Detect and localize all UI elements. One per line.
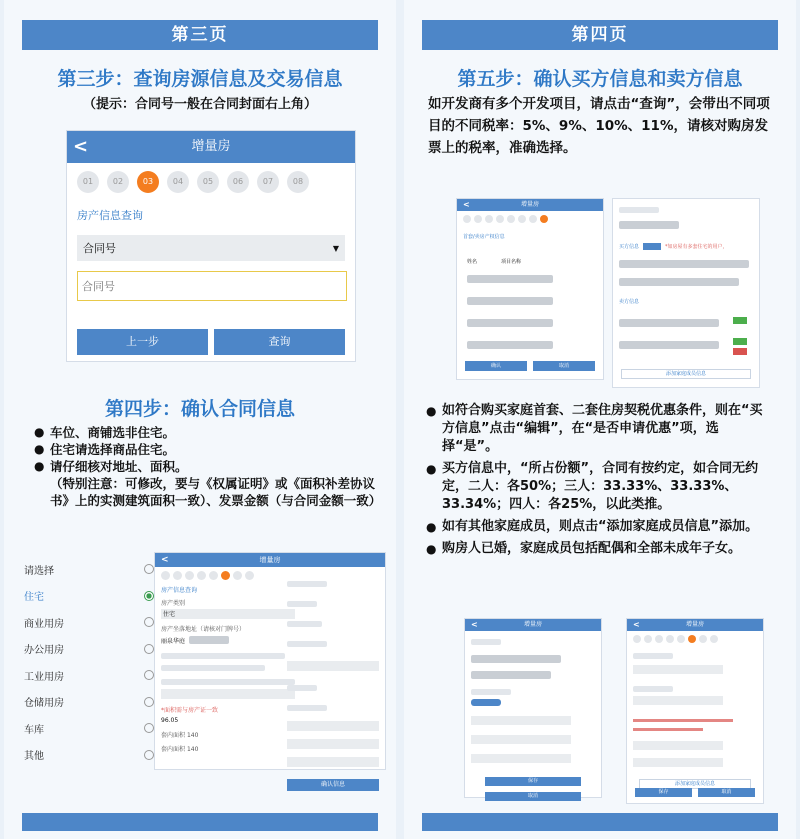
chevron-left-icon: < bbox=[463, 200, 470, 209]
contract-info-screenshot bbox=[154, 552, 386, 788]
step3-hint: （提示：合同号一般在合同封面右上角） bbox=[82, 97, 317, 112]
chevron-left-icon[interactable]: < bbox=[73, 136, 89, 157]
mini-label2: 房产坐落地址（请核对门牌号） bbox=[161, 626, 246, 633]
blurred-select bbox=[287, 721, 379, 731]
step-dot bbox=[507, 215, 515, 223]
step-dot bbox=[655, 635, 663, 643]
house-type-option[interactable] bbox=[24, 583, 154, 610]
chevron-left-icon: < bbox=[633, 620, 640, 629]
blurred-select bbox=[633, 758, 723, 767]
left-page-footer-bar bbox=[22, 813, 378, 831]
step-dot bbox=[463, 215, 471, 223]
red-notice-line bbox=[633, 728, 703, 731]
blurred-field bbox=[471, 639, 501, 645]
mini-phone-title: 增量房 bbox=[259, 556, 281, 564]
step-dot bbox=[496, 215, 504, 223]
area-value: 96.05 bbox=[161, 717, 179, 724]
step4-bullet: ● 请仔细核对地址、面积。 bbox=[34, 458, 376, 475]
blurred-row bbox=[467, 319, 553, 327]
blurred-field bbox=[633, 653, 673, 659]
caret-down-icon: ▼ bbox=[332, 243, 339, 253]
edit-green-button[interactable] bbox=[733, 338, 747, 345]
shot1-cancel-button[interactable]: 取消 bbox=[533, 361, 595, 371]
blurred-select bbox=[633, 741, 723, 750]
chevron-left-icon: < bbox=[161, 555, 169, 565]
mini-value4: 140 bbox=[186, 746, 199, 753]
mini-label3: 套内面积 bbox=[161, 732, 186, 739]
house-type-label: 仓储用房 bbox=[24, 698, 64, 710]
house-type-option[interactable] bbox=[24, 636, 154, 663]
query-type-value: 合同号 bbox=[83, 242, 116, 255]
house-type-option[interactable] bbox=[24, 742, 154, 769]
blurred-field bbox=[287, 621, 322, 627]
blurred-field bbox=[161, 665, 265, 671]
step-dot bbox=[699, 635, 707, 643]
right-bullet: ● 买方信息中，“所占份额”，合同有按约定，如合同无约定，二人：各50%；三人：33.33%、33.33%、33.34%；四人：各25%，以此类推。 bbox=[426, 460, 772, 514]
radio-icon[interactable] bbox=[144, 750, 154, 760]
step-dot bbox=[173, 571, 182, 580]
area-note: *面积需与房产证一致 bbox=[161, 707, 219, 714]
house-type-option[interactable] bbox=[24, 556, 154, 583]
shot3-header bbox=[465, 619, 601, 631]
right-bullet: ● 购房人已婚，家庭成员包括配偶和全部未成年子女。 bbox=[426, 540, 772, 558]
step-dot bbox=[245, 571, 254, 580]
radio-icon[interactable] bbox=[144, 697, 154, 707]
edit-buyer-button[interactable] bbox=[643, 243, 661, 250]
family-member-screenshot bbox=[626, 618, 764, 804]
blurred-field bbox=[287, 581, 327, 587]
blurred-field bbox=[161, 679, 295, 685]
query-type-select[interactable] bbox=[77, 235, 345, 261]
blurred-field bbox=[633, 686, 673, 692]
step-dot: 08 bbox=[287, 171, 309, 193]
shot4-cancel-button[interactable]: 取消 bbox=[698, 788, 755, 797]
phone-header bbox=[67, 131, 355, 163]
shot4-header bbox=[627, 619, 763, 631]
chevron-left-icon: < bbox=[471, 620, 478, 629]
step-dot bbox=[677, 635, 685, 643]
house-type-label: 其他 bbox=[24, 751, 44, 763]
add-family-member-button[interactable]: 添加家庭成员信息 bbox=[621, 369, 751, 379]
shot3-save-button[interactable]: 保存 bbox=[485, 777, 581, 786]
blurred-row bbox=[467, 297, 553, 305]
blurred-select bbox=[471, 716, 571, 725]
radio-icon[interactable] bbox=[144, 670, 154, 680]
shot1-col-a: 姓名 bbox=[467, 259, 478, 265]
shot4-steps bbox=[627, 631, 763, 643]
blurred-select bbox=[287, 661, 379, 671]
blurred-row bbox=[619, 260, 749, 268]
buyer-seller-screenshot bbox=[612, 198, 760, 388]
edit-green-button[interactable] bbox=[733, 317, 747, 324]
step-dot bbox=[485, 215, 493, 223]
section-label: 房产信息查询 bbox=[77, 209, 143, 222]
prev-step-button[interactable]: 上一步 bbox=[77, 329, 208, 355]
blurred-field bbox=[287, 685, 317, 691]
shot1-section: 首套/卖房产权信息 bbox=[463, 234, 505, 240]
house-type-option[interactable] bbox=[24, 662, 154, 689]
house-type-label: 住宅 bbox=[24, 592, 44, 604]
right-page-footer-bar bbox=[422, 813, 778, 831]
house-type-label: 车库 bbox=[24, 724, 44, 736]
right-page-header: 第四页 bbox=[422, 20, 778, 50]
buyer-red-note: *如房屋有多套住宅的用户， bbox=[665, 244, 728, 250]
contract-number-input[interactable] bbox=[77, 271, 347, 301]
house-type-label: 工业用房 bbox=[24, 671, 64, 683]
step-dot bbox=[161, 571, 170, 580]
right-bullet: ● 如符合购买家庭首套、二套住房契税优惠条件，则在“买方信息”点击“编辑”，在“是否申请优惠”项，选择“是”。 bbox=[426, 402, 772, 456]
step3-title: 第三步：查询房源信息及交易信息 bbox=[57, 68, 343, 90]
right-bullets bbox=[426, 402, 772, 558]
blurred-select bbox=[287, 739, 379, 749]
shot4-save-button[interactable]: 保存 bbox=[635, 788, 692, 797]
step-dot bbox=[688, 635, 696, 643]
step-dot: 07 bbox=[257, 171, 279, 193]
step-dot bbox=[633, 635, 641, 643]
mini-label1: 房产类别 bbox=[161, 600, 186, 607]
step-dot bbox=[529, 215, 537, 223]
left-page bbox=[4, 0, 396, 839]
blurred-field bbox=[287, 641, 327, 647]
shot3-cancel-button[interactable]: 取消 bbox=[485, 792, 581, 801]
step-dot: 03 bbox=[137, 171, 159, 193]
right-bullet: ● 如有其他家庭成员，则点击“添加家庭成员信息”添加。 bbox=[426, 518, 772, 536]
shot1-header bbox=[457, 199, 603, 211]
shot4-title: 增量房 bbox=[685, 621, 704, 628]
mini-phone-header bbox=[155, 553, 385, 567]
phone-title: 增量房 bbox=[191, 139, 231, 154]
query-button[interactable]: 查询 bbox=[214, 329, 345, 355]
step-dot bbox=[197, 571, 206, 580]
step4-bullet: ● 住宅请选择商品住宅。 bbox=[34, 441, 376, 458]
house-type-label: 请选择 bbox=[24, 565, 54, 577]
step-indicator bbox=[67, 163, 355, 193]
house-type-label: 商业用房 bbox=[24, 618, 64, 630]
blurred-field bbox=[619, 207, 659, 213]
query-phone-screenshot bbox=[66, 130, 356, 362]
step-dot bbox=[710, 635, 718, 643]
delete-red-button[interactable] bbox=[733, 348, 747, 355]
mini-section: 房产信息查询 bbox=[161, 587, 198, 594]
house-type-list bbox=[24, 556, 154, 768]
blurred-select bbox=[471, 735, 571, 744]
seller-info-screenshot bbox=[456, 198, 604, 380]
mini-value3: 140 bbox=[186, 732, 199, 739]
step-dot bbox=[233, 571, 242, 580]
radio-icon[interactable] bbox=[144, 723, 154, 733]
step-dot: 02 bbox=[107, 171, 129, 193]
blurred-field bbox=[619, 221, 679, 229]
blurred-select bbox=[633, 696, 723, 705]
pill-button[interactable] bbox=[471, 699, 501, 706]
blurred-select bbox=[471, 754, 571, 763]
mini-label4: 套内面积 bbox=[161, 746, 186, 753]
shot3-title: 增量房 bbox=[523, 621, 542, 628]
blurred-row bbox=[471, 671, 551, 679]
shot1-steps bbox=[457, 211, 603, 223]
radio-icon[interactable] bbox=[144, 644, 154, 654]
red-notice-line bbox=[633, 719, 733, 722]
shot1-confirm-button[interactable]: 确认 bbox=[465, 361, 527, 371]
blurred-field bbox=[161, 653, 285, 659]
step-dot: 05 bbox=[197, 171, 219, 193]
house-type-option[interactable] bbox=[24, 715, 154, 742]
step-dot bbox=[644, 635, 652, 643]
blurred-field bbox=[287, 705, 327, 711]
confirm-info-button[interactable]: 确认信息 bbox=[287, 779, 379, 791]
step-dot bbox=[474, 215, 482, 223]
left-page-header: 第三页 bbox=[22, 20, 378, 50]
step-dot: 06 bbox=[227, 171, 249, 193]
blurred-row bbox=[619, 278, 739, 286]
buyer-edit-screenshot bbox=[464, 618, 602, 798]
step-dot: 04 bbox=[167, 171, 189, 193]
blurred-row bbox=[471, 655, 561, 663]
seller-info-label: 卖方信息 bbox=[619, 299, 640, 305]
buyer-info-label: 买方信息 bbox=[619, 244, 640, 250]
blurred-field bbox=[471, 689, 511, 695]
house-type-option[interactable] bbox=[24, 689, 154, 716]
blurred-row bbox=[467, 341, 553, 349]
blurred-select bbox=[633, 665, 723, 674]
blurred-row bbox=[467, 275, 553, 283]
step4-title: 第四步：确认合同信息 bbox=[104, 398, 295, 420]
step-dot bbox=[221, 571, 230, 580]
step5-description: 如开发商有多个开发项目，请点击“查询”，会带出不同项目的不同税率：5%、9%、10%、11%，请核对购房发票上的税率，准确选择。 bbox=[428, 96, 770, 156]
shot1-col-b: 项目名称 bbox=[501, 259, 522, 265]
blurred-select bbox=[161, 689, 295, 699]
blurred-address bbox=[189, 636, 229, 644]
radio-icon[interactable] bbox=[144, 617, 154, 627]
step-dot bbox=[209, 571, 218, 580]
mini-value2: 丽泉华庭 bbox=[161, 637, 186, 645]
blurred-select bbox=[287, 757, 379, 767]
house-type-option[interactable] bbox=[24, 609, 154, 636]
blurred-row bbox=[619, 319, 719, 327]
step-dot bbox=[540, 215, 548, 223]
shot1-title: 增量房 bbox=[520, 201, 539, 208]
radio-icon[interactable] bbox=[144, 591, 154, 601]
shot4-add-family-button[interactable]: 添加家庭成员信息 bbox=[639, 779, 751, 789]
blurred-row bbox=[619, 341, 719, 349]
mini-value1: 住宅 bbox=[161, 609, 295, 619]
step5-title: 第五步：确认买方信息和卖方信息 bbox=[457, 68, 743, 90]
step4-bullet: ● 车位、商铺选非住宅。 bbox=[34, 424, 376, 441]
step4-note: （特别注意：可修改，要与《权属证明》或《面积补差协议书》上的实测建筑面积一致）、发票金额（与合同金额一致） bbox=[50, 476, 382, 508]
step-dot bbox=[666, 635, 674, 643]
step-dot bbox=[518, 215, 526, 223]
step-dot bbox=[185, 571, 194, 580]
step-dot: 01 bbox=[77, 171, 99, 193]
house-type-label: 办公用房 bbox=[24, 645, 64, 657]
right-page bbox=[404, 0, 796, 839]
blurred-field bbox=[287, 601, 317, 607]
radio-icon[interactable] bbox=[144, 564, 154, 574]
